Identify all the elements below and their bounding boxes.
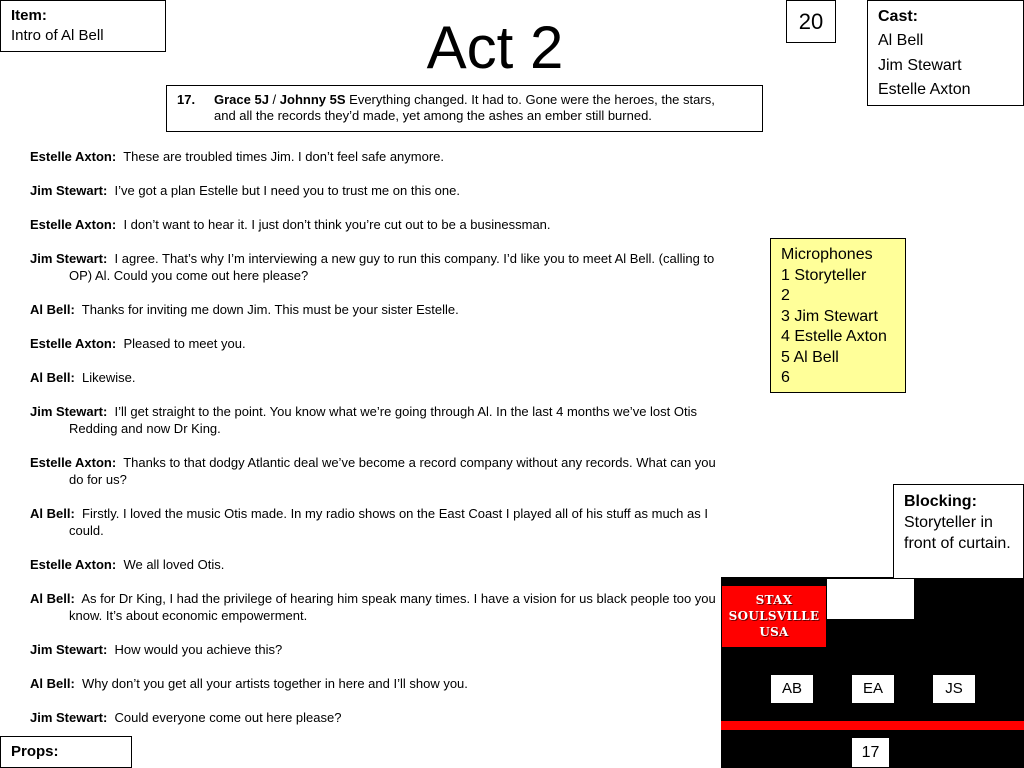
song-artist: Johnny 5S [279, 92, 346, 107]
page-number: 20 [786, 0, 836, 43]
song-separator: / [268, 92, 280, 107]
speaker: Estelle Axton: [30, 217, 117, 232]
song-description [214, 92, 740, 124]
dialogue: Thanks to that dodgy Atlantic deal we’ve become a record company without any records. What can you do for us? [69, 455, 716, 487]
microphone-item: 1 Storyteller [781, 266, 867, 284]
song-text: Everything changed. It had to. Gone were the heroes, the stars, and all the records they’d made, yet among the ashes an ember still burned. [214, 92, 715, 123]
stage-song-number: 17 [851, 737, 890, 768]
script-line [30, 369, 720, 386]
sign-line: SOULSVILLE [728, 609, 820, 623]
speaker: Al Bell: [30, 302, 75, 317]
microphone-item: 4 Estelle Axton [781, 328, 887, 345]
dialogue: Firstly. I loved the music Otis made. In my radio shows on the East Coast I played all of his stuff as much as I could. [69, 506, 708, 538]
blocking-box [893, 484, 1024, 579]
blocking-text: Storyteller in front of curtain. [904, 514, 1011, 552]
script-line [30, 250, 720, 284]
speaker: Al Bell: [30, 591, 75, 606]
speaker: Estelle Axton: [30, 149, 117, 164]
dialogue: These are troubled times Jim. I don’t feel safe anymore. [123, 149, 445, 164]
cast-member: Al Bell [878, 32, 924, 49]
item-box [0, 0, 166, 52]
microphone-item: 3 Jim Stewart [781, 307, 878, 325]
speaker: Al Bell: [30, 506, 75, 521]
speaker: Estelle Axton: [30, 455, 117, 470]
script [30, 148, 720, 743]
speaker: Al Bell: [30, 676, 75, 691]
actor-position-ab: AB [770, 674, 814, 704]
script-line [30, 182, 720, 199]
speaker: Jim Stewart: [30, 710, 108, 725]
song-box [166, 85, 763, 132]
speaker: Estelle Axton: [30, 557, 117, 572]
sign-line: USA [759, 625, 789, 639]
dialogue: I don’t want to hear it. I just don’t think you’re cut out to be a businessman. [123, 217, 551, 232]
script-line [30, 556, 720, 573]
speaker: Jim Stewart: [30, 642, 108, 657]
dialogue: Pleased to meet you. [123, 336, 246, 351]
microphone-item: 6 [781, 369, 790, 386]
speaker: Estelle Axton: [30, 336, 117, 351]
script-line [30, 403, 720, 437]
song-number: 17. [177, 92, 196, 107]
blocking-label: Blocking: [904, 493, 977, 510]
script-line [30, 590, 720, 624]
stage-diagram [721, 577, 1024, 768]
script-line [30, 148, 720, 165]
script-line [30, 301, 720, 318]
script-line [30, 454, 720, 488]
dialogue: I agree. That’s why I’m interviewing a new guy to run this company. I’d like you to meet Al Bell. (calling to OP) Al. Could you come out here please? [69, 251, 715, 283]
props-box [0, 736, 132, 768]
curtain-line [721, 721, 1024, 730]
actor-position-ea: EA [851, 674, 895, 704]
script-line [30, 641, 720, 658]
script-line [30, 709, 720, 726]
item-label: Item: [11, 7, 47, 24]
microphones-box [770, 238, 906, 393]
cast-label: Cast: [878, 8, 919, 25]
actor-position-js: JS [932, 674, 976, 704]
cast-member: Estelle Axton [878, 81, 971, 98]
dialogue: Likewise. [82, 370, 136, 385]
script-line [30, 216, 720, 233]
item-value: Intro of Al Bell [11, 27, 104, 44]
microphone-item: 2 [781, 287, 790, 304]
dialogue: Why don’t you get all your artists together in here and I’ll show you. [82, 676, 468, 691]
props-label: Props: [11, 743, 59, 760]
stax-sign [722, 586, 826, 647]
script-line [30, 505, 720, 539]
sign-line: STAX [755, 593, 793, 607]
dialogue: I’ve got a plan Estelle but I need you to trust me on this one. [114, 183, 460, 198]
speaker: Al Bell: [30, 370, 75, 385]
microphones-label: Microphones [781, 246, 873, 263]
stage-backdrop-panel [826, 578, 915, 620]
dialogue: I’ll get straight to the point. You know what we’re going through Al. In the last 4 months we’ve lost Otis Redding and now Dr King. [69, 404, 697, 436]
microphone-item: 5 Al Bell [781, 348, 839, 366]
script-line [30, 675, 720, 692]
cast-box [867, 0, 1024, 106]
page-title: Act 2 [426, 14, 564, 81]
speaker: Jim Stewart: [30, 404, 108, 419]
speaker: Jim Stewart: [30, 251, 108, 266]
dialogue: As for Dr King, I had the privilege of hearing him speak many times. I have a vision for us black people too you know. It’s about economic empowerment. [69, 591, 716, 623]
dialogue: Could everyone come out here please? [114, 710, 342, 725]
dialogue: How would you achieve this? [114, 642, 283, 657]
script-line [30, 335, 720, 352]
dialogue: Thanks for inviting me down Jim. This must be your sister Estelle. [81, 302, 459, 317]
cast-member: Jim Stewart [878, 56, 962, 74]
song-artist: Grace 5J [214, 92, 269, 107]
speaker: Jim Stewart: [30, 183, 108, 198]
dialogue: We all loved Otis. [123, 557, 225, 572]
